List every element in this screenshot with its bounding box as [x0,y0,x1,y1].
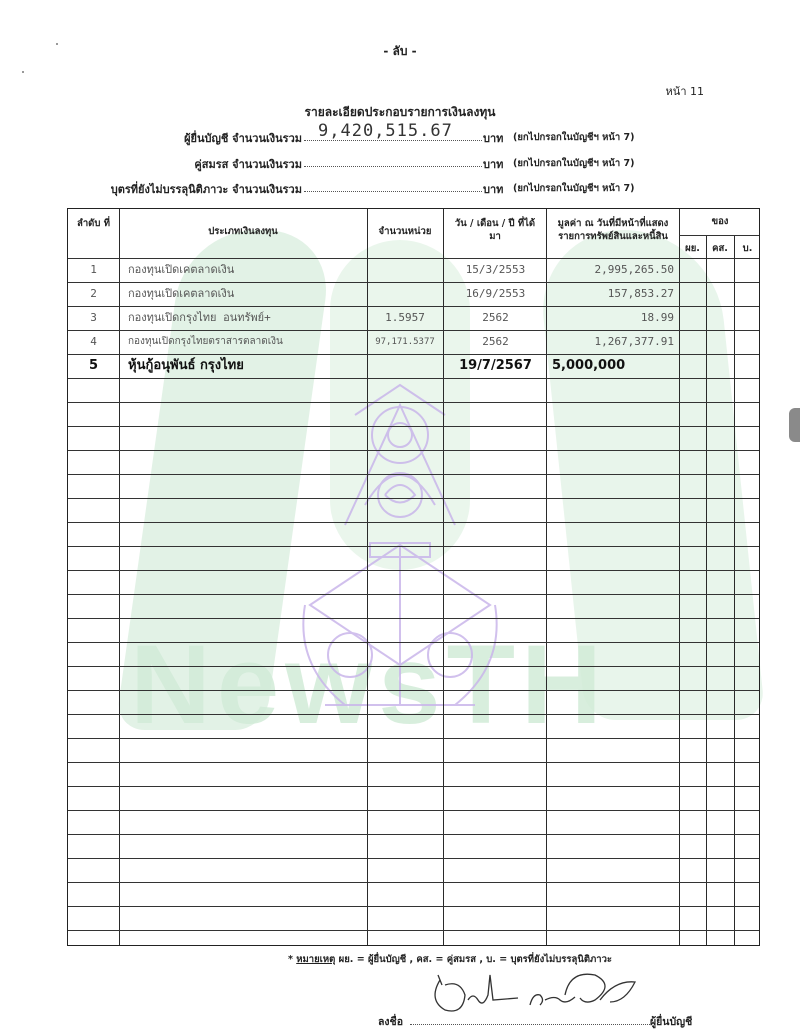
sign-role: ผู้ยื่นบัญชี [650,1016,693,1028]
sign-label: ลงชื่อ [378,1016,403,1028]
row-divider [68,378,759,379]
header-owner: ของ [711,216,729,227]
scrollbar-thumb[interactable] [789,408,800,442]
fill-line [304,166,482,167]
summary-label: บุตรที่ยังไม่บรรลุนิติภาวะ จำนวนเงินรวม [110,183,302,196]
summary-label: คู่สมรส จำนวนเงินรวม [194,158,302,171]
row-divider [68,930,759,931]
row-divider [68,546,759,547]
page-number: หน้า 11 [665,85,704,98]
summary-line-filer [0,121,800,145]
summary-unit: บาท [483,158,504,171]
row-divider [68,690,759,691]
header-owner-filer: ผย. [685,243,700,254]
row-divider [68,618,759,619]
header-date: วัน / เดือน / ปี ที่ได้มา [454,218,536,242]
row-divider [68,498,759,499]
summary-unit: บาท [483,132,504,145]
row-divider [68,906,759,907]
fill-line [304,191,482,192]
row-divider [68,522,759,523]
header-no: ลำดับ ที่ [77,218,110,229]
summary-note: (ยกไปกรอกในบัญชีฯ หน้า 7) [513,158,635,169]
row-divider [68,594,759,595]
investment-table: ลำดับ ที่ ประเภทเงินลงทุน จำนวนหน่วย วัน / เดือน / ปี ที่ได้มา มูลค่า ณ วันที่มีหน้าที่แสดงรายการทรัพย์สินและหนี้สิน ของ ผย. คส. บ. 1 กองทุนเปิดเคตลาดเงิน 15/3/2553 2,995,265.50 2 กองทุนเปิดเคตลาดเงิน 16/9/2553 157,853.27 3 กองทุนเปิดกรุงไทย อนทรัพย์+ 1.5957 2562 18.99 4 กองทุนเปิดกรุงไทยตราสารตลาดเงิน 97,171.5377 2562 1,267,377.91 5 หุ้นกู้อนุพันธ์ กรุงไทย 19/7/2567 5,000,000 [67,208,760,946]
row-divider [68,402,759,403]
footnote-text: ผย. = ผู้ยื่นบัญชี , คส. = คู่สมรส , บ. = บุตรที่ยังไม่บรรลุนิติภาวะ [338,954,613,965]
header-owner-child: บ. [742,243,753,254]
header-type: ประเภทเงินลงทุน [208,226,278,237]
confidential-marker: - ลับ - [383,44,417,58]
watermark-text: NewsTH [130,622,608,747]
handwritten-signature [420,970,660,1020]
row-divider [68,570,759,571]
row-divider [68,474,759,475]
summary-unit: บาท [483,183,504,196]
header-units: จำนวนหน่วย [378,226,432,237]
row-divider [68,786,759,787]
row-divider [68,834,759,835]
summary-note: (ยกไปกรอกในบัญชีฯ หน้า 7) [513,183,635,194]
row-divider [68,666,759,667]
summary-value: 9,420,515.67 [318,121,453,141]
row-divider [68,810,759,811]
row-divider [68,450,759,451]
row-divider [68,426,759,427]
row-divider [68,642,759,643]
row-divider [68,882,759,883]
signature-line [410,1024,650,1025]
header-owner-spouse: คส. [712,243,728,254]
header-value: มูลค่า ณ วันที่มีหน้าที่แสดงรายการทรัพย์สินและหนี้สิน [557,218,669,242]
footnote-label: หมายเหตุ [296,954,336,965]
row-divider [68,762,759,763]
summary-line-children [0,176,800,196]
row-divider [68,738,759,739]
footnote: * หมายเหตุ ผย. = ผู้ยื่นบัญชี , คส. = คู่สมรส , บ. = บุตรที่ยังไม่บรรลุนิติภาวะ [287,954,613,965]
summary-note: (ยกไปกรอกในบัญชีฯ หน้า 7) [513,132,635,143]
summary-line-spouse [0,151,800,171]
row-divider [68,858,759,859]
document-title: รายละเอียดประกอบรายการเงินลงทุน [304,105,496,119]
row-divider [68,714,759,715]
scan-speck [56,43,58,45]
scan-speck [22,71,24,73]
summary-label: ผู้ยื่นบัญชี จำนวนเงินรวม [184,132,302,145]
